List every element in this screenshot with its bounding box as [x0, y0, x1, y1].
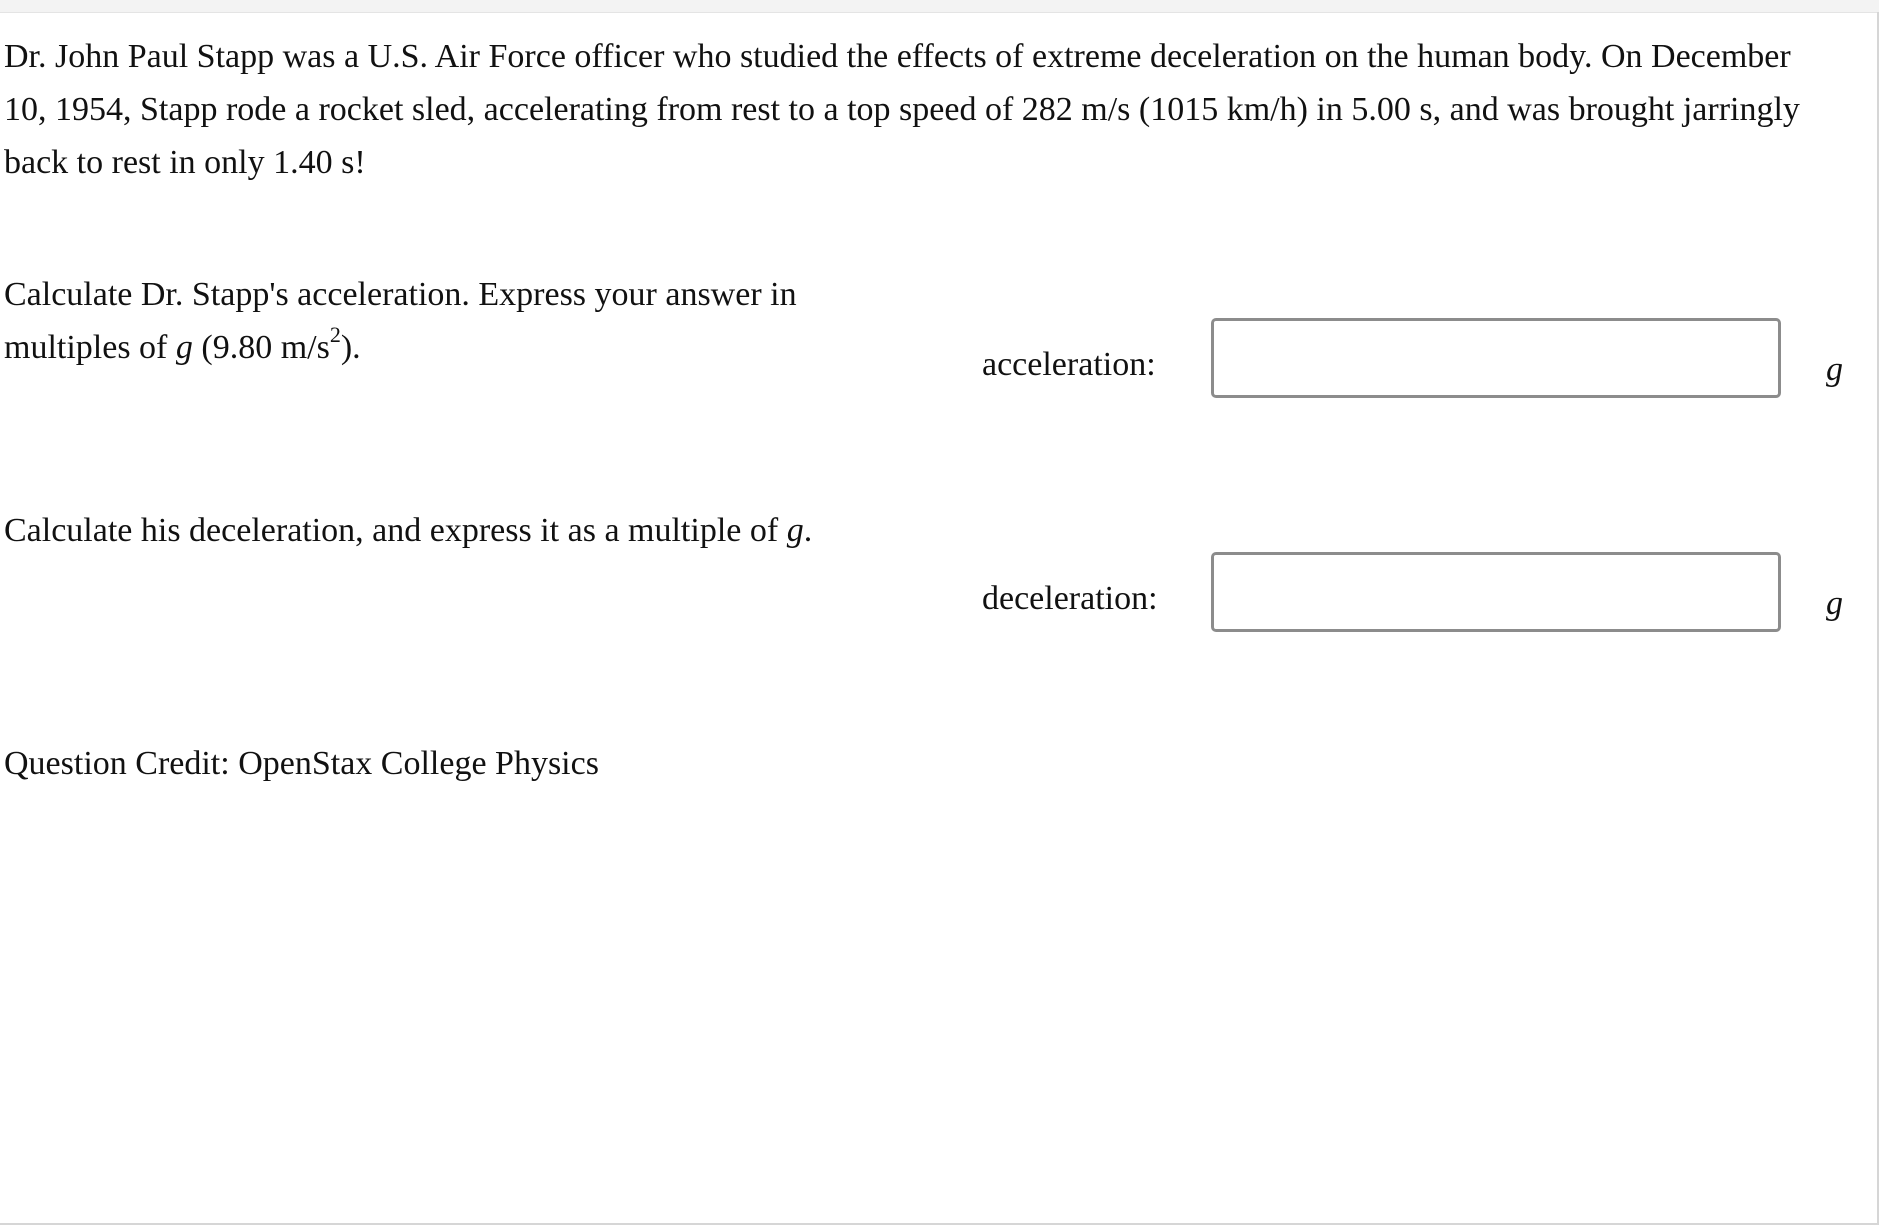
question-2-text: Calculate his deceleration, and express it as a multiple of: [4, 512, 779, 549]
question-2-prompt: [4, 504, 904, 557]
deceleration-label: deceleration:: [982, 580, 1158, 617]
question-1-prompt: [4, 268, 884, 374]
question-1-end: ).: [340, 329, 361, 366]
problem-intro: Dr. John Paul Stapp was a U.S. Air Force officer who studied the effects of extreme deceleration on the human body. On December 10, 1954, Stapp rode a rocket sled, accelerating from rest to a top speed of 282 m/s (1015 km/h) in 5.00 s, and was brought jarringly back to rest in only 1.40 s!: [4, 38, 1800, 181]
deceleration-input[interactable]: [1211, 552, 1781, 632]
superscript: 2: [329, 321, 341, 347]
question-1-gvalue: (9.80 m/s: [201, 329, 330, 366]
acceleration-unit: g: [1826, 351, 1843, 388]
acceleration-input[interactable]: [1211, 318, 1781, 398]
deceleration-unit: g: [1826, 585, 1843, 622]
question-1-text: Calculate Dr. Stapp's acceleration. Express your answer in multiples of: [4, 276, 797, 366]
question-2-end: .: [803, 512, 813, 549]
g-symbol: g: [786, 512, 804, 549]
acceleration-label: acceleration:: [982, 346, 1156, 383]
question-credit: Question Credit: OpenStax College Physics: [4, 745, 599, 782]
g-symbol: g: [175, 329, 193, 366]
